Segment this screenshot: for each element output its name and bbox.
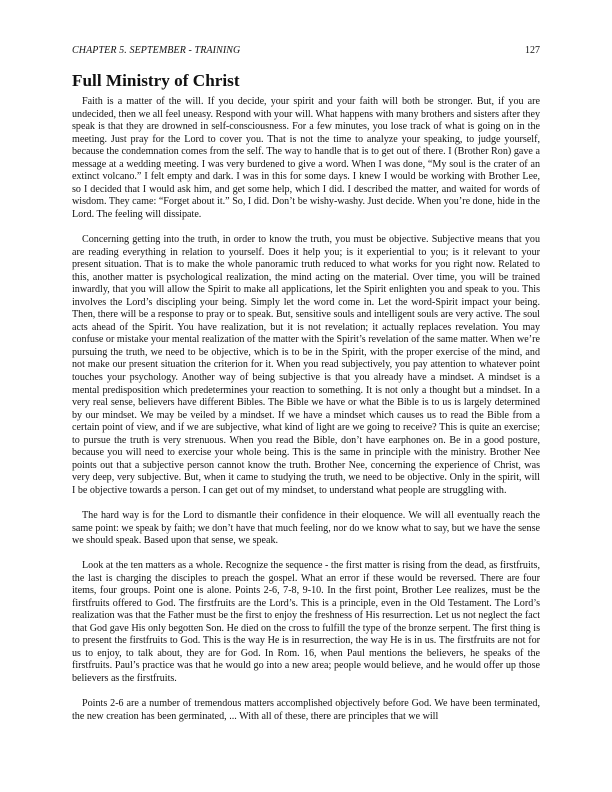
paragraph-faith-and-will: Faith is a matter of the will. If you decide, your spirit and your faith will both be stronger. But, if you are undecided, then we all feel uneasy. Respond with your will. What happens with many brothers and sisters after they speak is that they are drowned in self-consciousness. For a few minutes, you lose track of what is going on in the meeting. Just pray for the Lord to cover you. That is not the time to analyze your speaking, to judge yourself, because the condemnation comes from the self. The way to handle that is to get out of there. I (Brother Ron) gave a message at a wedding meeting. I was very burdened to give a word. When I was done, “My soul is the crater of an extinct volcano.” I felt empty and dark. I was in this for some days. I knew I would be working with Brother Lee, so I decided that I would ask him, and get some help, which I did. I described the matter, and waited for words of wisdom. They came: “Forget about it.” So, I did. Don’t be wishy-washy. Just decide. When you’re done, hide in the Lord. The feeling will dissipate. xyxy=(72,96,540,220)
section-title: Full Ministry of Christ xyxy=(72,71,240,90)
page-number: 127 xyxy=(525,45,540,56)
paragraph-ten-matters: Look at the ten matters as a whole. Recognize the sequence - the first matter is rising from the dead, as firstfruits, the last is charging the disciples to preach the gospel. What an error if these would be reversed. There are four items, four groups. Point one is alone. Points 2-6, 7-8, 9-10. In the first point, Brother Lee realizes, must be the firstfruits offered to God. The firstfruits are the Lord’s. This is a principle, even in the Old Testament. The Lord’s realization was that the Father must be the first to enjoy the freshness of His resurrection. Let us not neglect the fact that God gave His only begotten Son. He died on the cross to fulfill the type of the bronze serpent. The first thing is to present the firstfruits to God. This is the way He is in resurrection, the way He is in us. The firstfruits are not for us to enjoy, to talk about, they are for God. In Rom. 16, when Paul mentions the believers, he speaks of the firstfruits. Paul’s practice was that he would go into a new area; people would believe, and he would offer up those believers as the firstfruits. xyxy=(72,560,540,685)
document-page xyxy=(72,45,540,736)
running-header xyxy=(72,45,540,59)
paragraph-points-2-6: Points 2-6 are a number of tremendous matters accomplished objectively before God. We have been terminated, the new creation has been germinated, ... With all of these, there are principles that we will xyxy=(72,698,540,722)
chapter-heading: CHAPTER 5. SEPTEMBER - TRAINING xyxy=(72,45,241,56)
paragraph-hard-way: The hard way is for the Lord to dismantle their confidence in their eloquence. We will all eventually reach the same point: we speak by faith; we don’t have that much feeling, nor do we know what to say, but we have the sense we should speak. Based upon that sense, we speak. xyxy=(72,509,540,547)
paragraph-objective-truth: Concerning getting into the truth, in order to know the truth, you must be objective. Subjective means that you are reading everything in relation to yourself. Does it help you; is it experiential to you; is it relevant to your present situation. That is to make the whole panoramic truth reduced to what works for you right now. Related to this, another matter is psychological realization, the mind acting on the material. Over time, you will be trained inwardly, that you will allow the Spirit to make all applications, let the Spirit enlighten you and speak to you. This involves the Lord’s discipling your being. Simply let the word come in. Let the word-Spirit impact your being. Then, there will be a response to pray or to speak. But, sensitive souls and intelligent souls are very active. The soul acts ahead of the Spirit. You have realization, but it is not revelation; it actually replaces revelation. You may confuse or mistake your mental realization of the matter with the Spirit’s revelation of the same matter. When we’re pursuing the truth, we need to be objective, which is to be in the Spirit, with the proper exercise of the mind, and not make our present situation the criterion for it. When you read subjectively, you pay attention to whatever point touches your psychology. Another way of being subjective is that you already have a mindset. A mindset is a mental predisposition which predetermines your reaction to something. It is not only a thought but a mindset. In a very real sense, believers have different Bibles. The Bible we have or what the Bible is to us is largely determined by our mindset. We may be veiled by a mindset. If we have a mindset which causes us to read the Bible from a certain point of view, and if we are subjective, what kind of light are we going to receive? This is quite an exercise; to pursue the truth is very strenuous. When you read the Bible, don’t have earphones on. Be in a good posture, because you will need to exercise your whole being. This is the same in principle with the ministry. Brother Nee points out that a subjective person cannot know the truth. Brother Nee, concerning the experience of Christ, was very deep, very subjective. But, when it came to studying the truth, we need to be objective. Only in the spirit, will I be objective towards a person. I can get out of my mindset, to understand what people are struggling with. xyxy=(72,233,540,496)
